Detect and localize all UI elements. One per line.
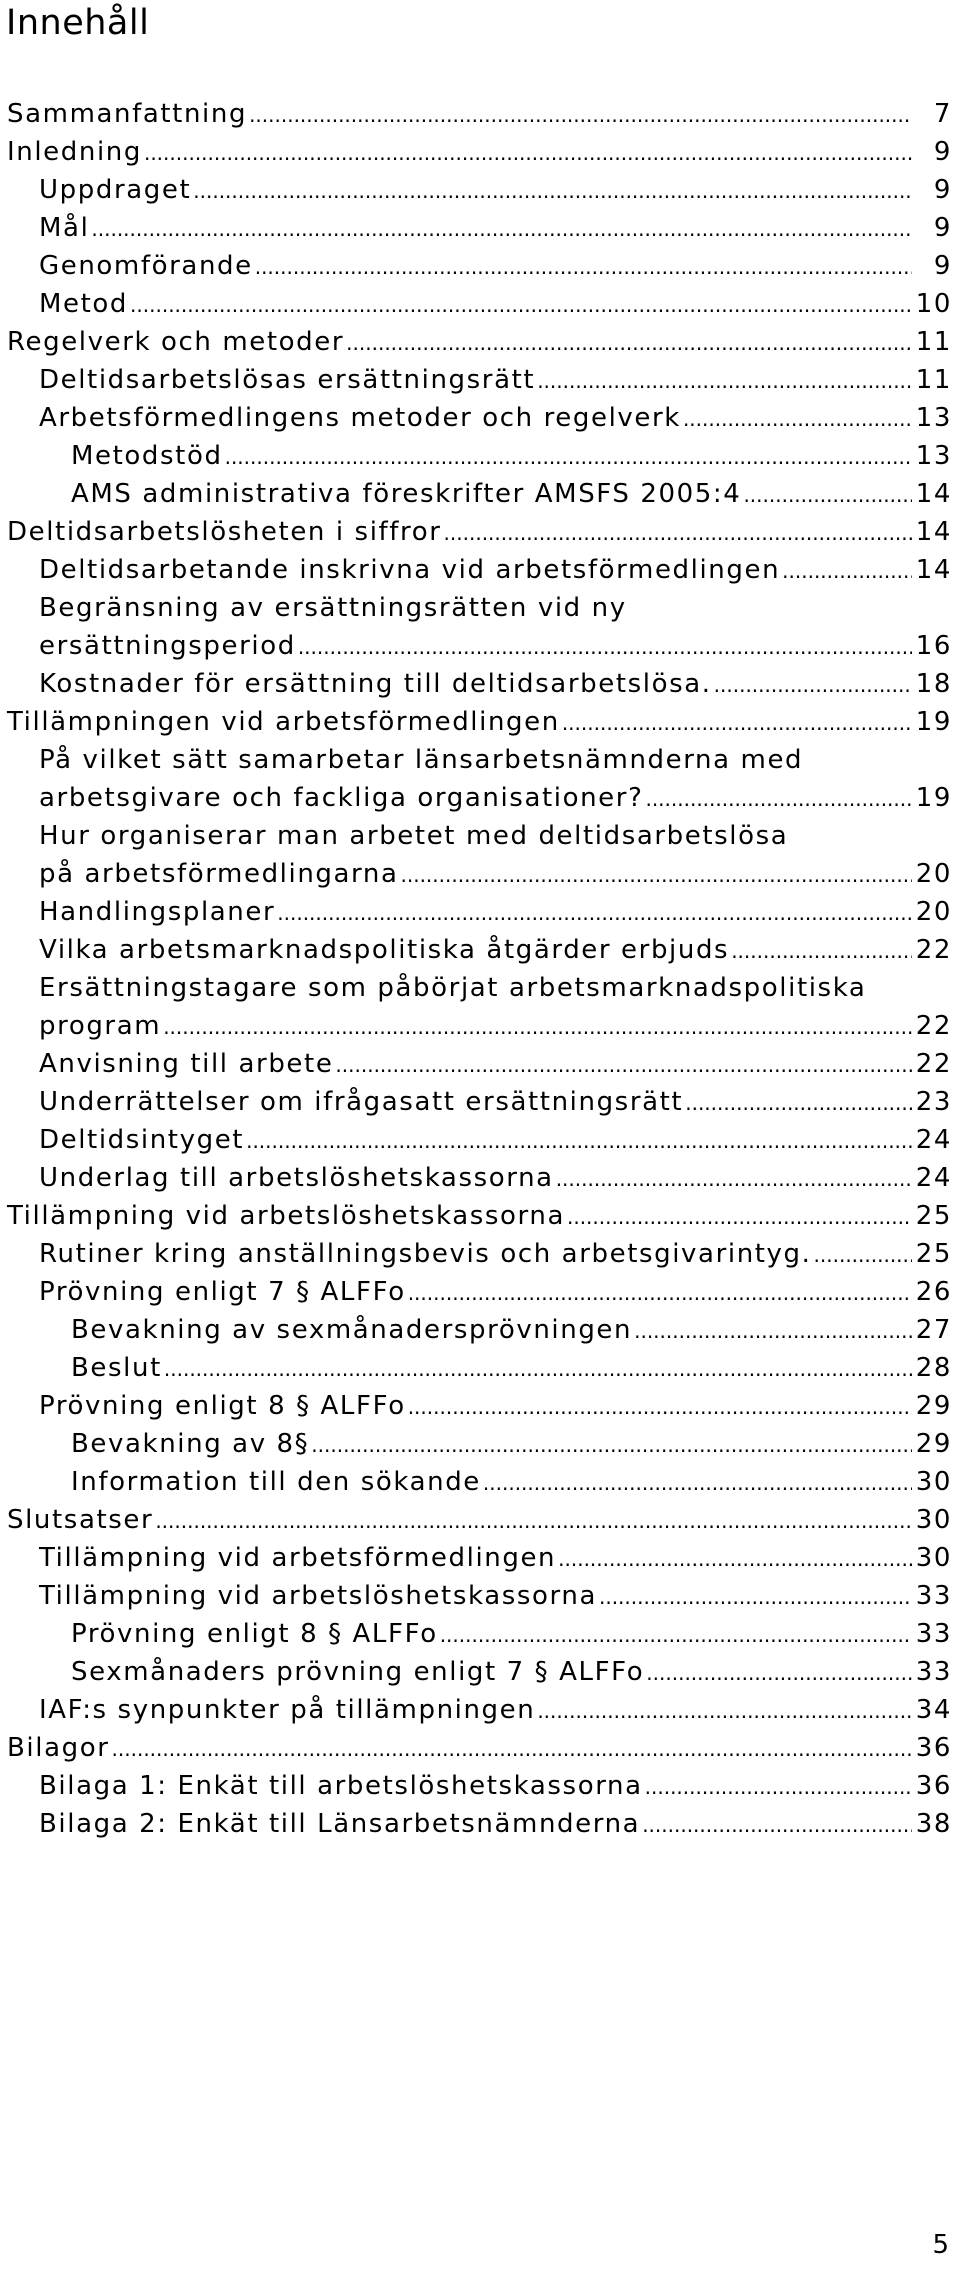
toc-entry-page: 27 — [915, 1315, 952, 1345]
toc-entry-title: IAF:s synpunkter på tillämpningen — [39, 1695, 536, 1725]
toc-entry-page: 25 — [915, 1239, 952, 1269]
toc-entry-page: 34 — [915, 1695, 952, 1725]
toc-entry[interactable] — [7, 1729, 952, 1767]
toc-entry-title: program — [39, 1011, 162, 1041]
toc-entry-title: Deltidsarbetslösheten i siffror — [7, 517, 442, 547]
toc-dot-leader — [311, 1426, 912, 1464]
toc-entry[interactable] — [7, 133, 952, 171]
toc-dot-leader — [645, 1768, 912, 1806]
toc-entry[interactable] — [7, 855, 952, 893]
toc-entry[interactable] — [7, 1615, 952, 1653]
toc-entry-page: 24 — [915, 1125, 952, 1155]
toc-entry-title: Bilaga 1: Enkät till arbetslöshetskassorna — [39, 1771, 643, 1801]
toc-entry[interactable] — [7, 1273, 952, 1311]
toc-entry-page: 33 — [915, 1657, 952, 1687]
toc-entry-page: 24 — [915, 1163, 952, 1193]
toc-entry-page: 13 — [915, 403, 952, 433]
toc-entry[interactable] — [7, 1691, 952, 1729]
toc-entry-title: Rutiner kring anställningsbevis och arbetsgivarintyg. — [39, 1239, 812, 1269]
toc-entry-page: 29 — [915, 1429, 952, 1459]
toc-entry-page: 36 — [915, 1771, 952, 1801]
toc-entry-title: Genomförande — [39, 251, 253, 281]
toc-dot-leader — [642, 1806, 912, 1844]
toc-entry-page: 23 — [915, 1087, 952, 1117]
toc-dot-leader — [408, 1388, 912, 1426]
toc-dot-leader — [814, 1236, 912, 1274]
toc-entry[interactable] — [7, 1159, 952, 1197]
toc-dot-leader — [164, 1350, 912, 1388]
toc-entry[interactable] — [7, 209, 952, 247]
toc-entry[interactable] — [7, 323, 952, 361]
toc-entry-page: 7 — [933, 99, 952, 129]
toc-entry-title: Underlag till arbetslöshetskassorna — [39, 1163, 554, 1193]
toc-entry-title: Kostnader för ersättning till deltidsarbetslösa. — [39, 669, 712, 699]
toc-entry-page: 25 — [915, 1201, 952, 1231]
toc-entry-page: 28 — [915, 1353, 952, 1383]
toc-entry-page: 9 — [933, 175, 952, 205]
toc-entry[interactable] — [7, 475, 952, 513]
toc-entry-title-line[interactable]: Hur organiserar man arbetet med deltidsarbetslösa — [39, 821, 789, 851]
toc-dot-leader — [401, 856, 913, 894]
toc-dot-leader — [537, 1692, 912, 1730]
toc-dot-leader — [683, 400, 912, 438]
toc-dot-leader — [537, 362, 912, 400]
toc-entry[interactable] — [7, 893, 952, 931]
toc-entry[interactable] — [7, 1539, 952, 1577]
toc-dot-leader — [155, 1502, 912, 1540]
toc-entry-page: 16 — [915, 631, 952, 661]
toc-entry-title: Sexmånaders prövning enligt 7 § ALFFo — [71, 1657, 645, 1687]
toc-dot-leader — [483, 1464, 912, 1502]
toc-entry[interactable] — [7, 779, 952, 817]
toc-entry-title: på arbetsförmedlingarna — [39, 859, 399, 889]
toc-entry-title: Mål — [39, 213, 90, 243]
toc-entry[interactable] — [7, 399, 952, 437]
toc-dot-leader — [277, 894, 912, 932]
toc-entry-title: Underrättelser om ifrågasatt ersättningsrätt — [39, 1087, 684, 1117]
toc-entry-page: 11 — [915, 365, 952, 395]
toc-dot-leader — [731, 932, 912, 970]
toc-entry-page: 11 — [915, 327, 952, 357]
toc-entry-page: 14 — [915, 555, 952, 585]
toc-entry[interactable] — [7, 665, 952, 703]
toc-entry-page: 13 — [915, 441, 952, 471]
toc-entry-page: 20 — [915, 859, 952, 889]
toc-entry[interactable] — [7, 1121, 952, 1159]
toc-entry-title: Bilagor — [7, 1733, 110, 1763]
toc-entry-title: Bevakning av 8§ — [71, 1429, 310, 1459]
toc-entry-title: arbetsgivare och fackliga organisationer? — [39, 783, 644, 813]
toc-dot-leader — [346, 324, 912, 362]
toc-entry[interactable] — [7, 1501, 952, 1539]
toc-dot-leader — [246, 1122, 912, 1160]
toc-entry[interactable] — [7, 1767, 952, 1805]
toc-entry[interactable] — [7, 361, 952, 399]
toc-dot-leader — [714, 666, 912, 704]
toc-dot-leader — [225, 438, 912, 476]
toc-entry-title: Prövning enligt 8 § ALFFo — [39, 1391, 406, 1421]
toc-entry[interactable] — [7, 1045, 952, 1083]
toc-entry-page: 9 — [933, 251, 952, 281]
toc-entry-title: Prövning enligt 8 § ALFFo — [71, 1619, 438, 1649]
toc-dot-leader — [408, 1274, 912, 1312]
toc-entry-page: 38 — [915, 1809, 952, 1839]
toc-entry[interactable] — [7, 437, 952, 475]
toc-entry[interactable] — [7, 1197, 952, 1235]
toc-entry-title: Handlingsplaner — [39, 897, 276, 927]
toc-entry-title: Uppdraget — [39, 175, 192, 205]
toc-dot-leader — [112, 1730, 912, 1768]
toc-entry-title: Regelverk och metoder — [7, 327, 345, 357]
toc-entry-page: 29 — [915, 1391, 952, 1421]
toc-entry[interactable] — [7, 1235, 952, 1273]
toc-dot-leader — [298, 628, 912, 666]
toc-entry[interactable] — [7, 1387, 952, 1425]
toc-entry-page: 14 — [915, 479, 952, 509]
toc-entry[interactable] — [7, 171, 952, 209]
toc-entry-page: 30 — [915, 1543, 952, 1573]
toc-entry-page: 9 — [933, 213, 952, 243]
toc-entry-page: 30 — [915, 1505, 952, 1535]
toc-entry-title: Bevakning av sexmånadersprövningen — [71, 1315, 633, 1345]
toc-dot-leader — [444, 514, 912, 552]
toc-entry-page: 26 — [915, 1277, 952, 1307]
toc-entry[interactable] — [7, 285, 952, 323]
toc-dot-leader — [130, 286, 912, 324]
toc-entry-title: Tillämpning vid arbetsförmedlingen — [39, 1543, 557, 1573]
toc-entry-title: Metodstöd — [71, 441, 223, 471]
toc-entry-title: Bilaga 2: Enkät till Länsarbetsnämnderna — [39, 1809, 641, 1839]
toc-entry[interactable] — [7, 247, 952, 285]
toc-entry-title-line[interactable]: Ersättningstagare som påbörjat arbetsmarknadspolitiska — [39, 973, 867, 1003]
toc-entry[interactable] — [7, 1007, 952, 1045]
toc-entry-page: 19 — [915, 783, 952, 813]
toc-entry-title-line[interactable]: Begränsning av ersättningsrätten vid ny — [39, 593, 627, 623]
toc-entry-title: Sammanfattning — [7, 99, 248, 129]
toc-entry-page: 14 — [915, 517, 952, 547]
toc-entry[interactable] — [7, 931, 952, 969]
toc-entry[interactable] — [7, 551, 952, 589]
toc-entry-title: Anvisning till arbete — [39, 1049, 334, 1079]
toc-entry-page: 18 — [915, 669, 952, 699]
toc-dot-leader — [193, 172, 912, 210]
page-title: Innehåll — [6, 3, 150, 43]
toc-entry-title: ersättningsperiod — [39, 631, 296, 661]
toc-entry-title: Vilka arbetsmarknadspolitiska åtgärder erbjuds — [39, 935, 730, 965]
toc-entry[interactable] — [7, 1083, 952, 1121]
toc-entry[interactable] — [7, 1577, 952, 1615]
toc-dot-leader — [782, 552, 912, 590]
toc-entry[interactable] — [7, 513, 952, 551]
toc-entry-page: 33 — [915, 1619, 952, 1649]
toc-entry-page: 30 — [915, 1467, 952, 1497]
toc-entry-page: 22 — [915, 1011, 952, 1041]
toc-entry-title: Slutsatser — [7, 1505, 154, 1535]
toc-entry[interactable] — [7, 1349, 952, 1387]
toc-entry-title: Inledning — [7, 137, 142, 167]
toc-entry-title: Tillämpning vid arbetslöshetskassorna — [7, 1201, 565, 1231]
toc-entry[interactable] — [7, 1425, 952, 1463]
toc-dot-leader — [335, 1046, 912, 1084]
toc-entry-page: 9 — [933, 137, 952, 167]
toc-entry-page: 22 — [915, 935, 952, 965]
toc-dot-leader — [91, 210, 912, 248]
toc-entry-title: Arbetsförmedlingens metoder och regelverk — [39, 403, 681, 433]
toc-dot-leader — [556, 1160, 912, 1198]
toc-entry-title: Information till den sökande — [71, 1467, 481, 1497]
toc-entry-title: Deltidsarbetslösas ersättningsrätt — [39, 365, 536, 395]
toc-dot-leader — [255, 248, 912, 286]
toc-entry-title: Deltidsarbetande inskrivna vid arbetsförmedlingen — [39, 555, 781, 585]
toc-entry[interactable] — [7, 1311, 952, 1349]
toc-entry-title: Prövning enligt 7 § ALFFo — [39, 1277, 406, 1307]
toc-dot-leader — [163, 1008, 912, 1046]
toc-entry-page: 36 — [915, 1733, 952, 1763]
toc-entry-title: Tillämpning vid arbetslöshetskassorna — [39, 1581, 597, 1611]
toc-entry[interactable] — [7, 1653, 952, 1691]
toc-entry-page: 10 — [915, 289, 952, 319]
toc-entry-title: Beslut — [71, 1353, 162, 1383]
toc-dot-leader — [567, 1198, 912, 1236]
toc-dot-leader — [743, 476, 912, 514]
toc-entry-title: Deltidsintyget — [39, 1125, 245, 1155]
toc-entry[interactable] — [7, 95, 952, 133]
toc-dot-leader — [645, 780, 912, 818]
toc-dot-leader — [440, 1616, 912, 1654]
toc-entry-title: Metod — [39, 289, 129, 319]
toc-entry-page: 22 — [915, 1049, 952, 1079]
toc-entry-page: 19 — [915, 707, 952, 737]
toc-dot-leader — [646, 1654, 912, 1692]
toc-dot-leader — [249, 96, 912, 134]
toc-dot-leader — [558, 1540, 912, 1578]
toc-dot-leader — [599, 1578, 912, 1616]
toc-dot-leader — [685, 1084, 912, 1122]
toc-dot-leader — [634, 1312, 912, 1350]
page-number: 5 — [932, 2230, 950, 2260]
toc-entry-title: Tillämpningen vid arbetsförmedlingen — [7, 707, 560, 737]
toc-entry-page: 33 — [915, 1581, 952, 1611]
toc-entry[interactable] — [7, 627, 952, 665]
toc-entry-page: 20 — [915, 897, 952, 927]
toc-entry[interactable] — [7, 1463, 952, 1501]
toc-entry-title-line[interactable]: På vilket sätt samarbetar länsarbetsnämnderna med — [39, 745, 804, 775]
toc-dot-leader — [562, 704, 912, 742]
toc-entry[interactable] — [7, 1805, 952, 1843]
toc-entry[interactable] — [7, 703, 952, 741]
table-of-contents — [7, 95, 952, 1843]
toc-dot-leader — [144, 134, 912, 172]
toc-entry-title: AMS administrativa föreskrifter AMSFS 2005:4 — [71, 479, 742, 509]
